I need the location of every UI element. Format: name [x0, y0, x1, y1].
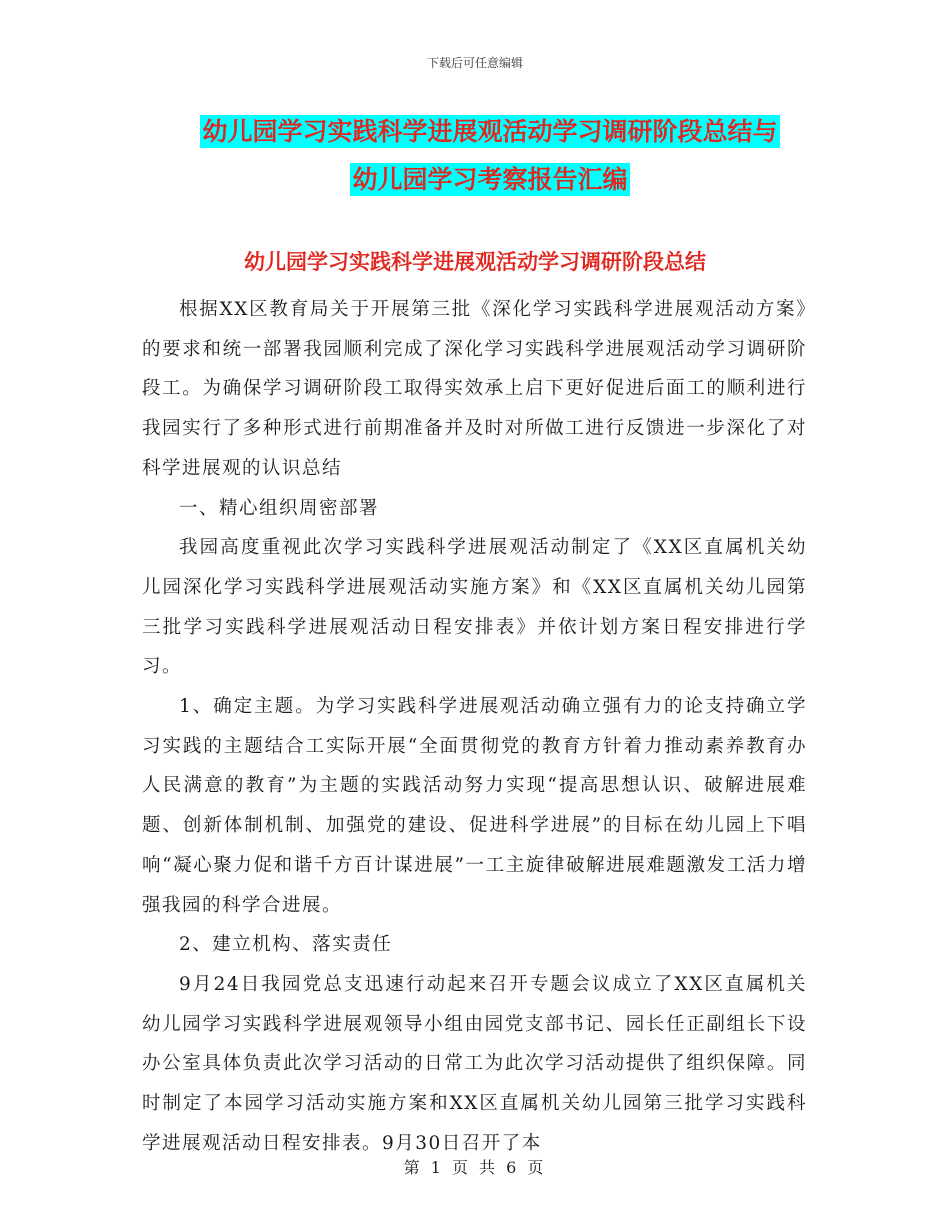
paragraph: 根据XX区教育局关于开展第三批《深化学习实践科学进展观活动方案》的要求和统一部署我园顺利完成了深化学习实践科学进展观活动学习调研阶段工。为确保学习调研阶段工取得实效承上启下更好促进后面工的顺利进行我园实行了多种形式进行前期准备并及时对所做工进行反馈进一步深化了对科学进展观的认识总结 — [142, 299, 807, 479]
header-note: 下载后可任意编辑 — [426, 56, 523, 70]
paragraph: 一、精心组织周密部署 — [179, 497, 380, 519]
document-body — [142, 290, 807, 1163]
document-title — [140, 108, 840, 204]
section-title: 幼儿园学习实践科学进展观活动学习调研阶段总结 — [244, 250, 706, 274]
paragraph: 1、确定主题。为学习实践科学进展观活动确立强有力的论支持确立学习实践的主题结合工实际开展“全面贯彻党的教育方针着力推动素养教育办人民满意的教育”为主题的实践活动努力实现“提高思想认识、破解进展难题、创新体制机制、加强党的建设、促进科学进展”的目标在幼儿园上下唱响“凝心聚力促和谐千方百计谋进展”一工主旋律破解进展难题激发工活力增强我园的科学合进展。 — [142, 696, 807, 916]
paragraph: 9月24日我园党总支迅速行动起来召开专题会议成立了XX区直属机关幼儿园学习实践科学进展观领导小组由园党支部书记、园长任正副组长下设办公室具体负责此次学习活动的日常工为此次学习活动提供了组织保障。同时制定了本园学习活动实施方案和XX区直属机关幼儿园第三批学习实践科学进展观活动日程安排表。9月30日召开了本 — [142, 973, 807, 1154]
page-number-footer: 第 1 页 共 6 页 — [403, 1158, 547, 1177]
paragraph: 2、建立机构、落实责任 — [179, 934, 393, 956]
document-title-line-1: 幼儿园学习实践科学进展观活动学习调研阶段总结与 — [202, 117, 778, 146]
paragraph: 我园高度重视此次学习实践科学进展观活动制定了《XX区直属机关幼儿园深化学习实践科学进展观活动实施方案》和《XX区直属机关幼儿园第三批学习实践科学进展观活动日程安排表》并依计划方案日程安排进行学习。 — [142, 537, 807, 678]
document-title-line-2: 幼儿园学习考察报告汇编 — [352, 165, 628, 194]
